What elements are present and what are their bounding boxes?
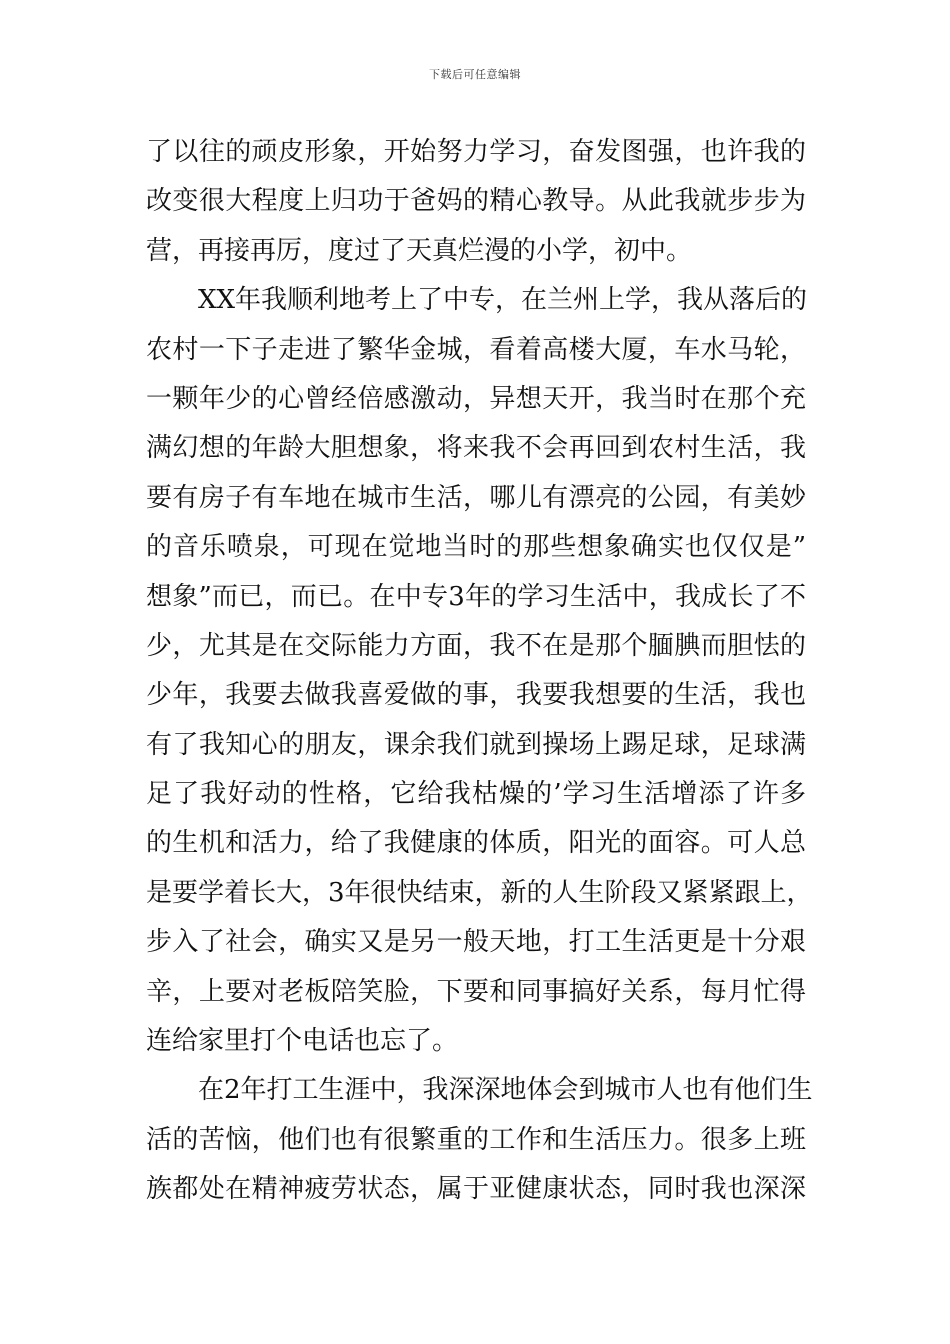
text-line: 足了我好动的性格，它给我枯燥的’学习生活增添了许多 <box>146 779 806 810</box>
text-line: 一颗年少的心曾经倍感激动，异想天开，我当时在那个充 <box>146 383 806 414</box>
text-line: 族都处在精神疲劳状态，属于亚健康状态，同时我也深深 <box>146 1174 806 1205</box>
text-line: 改变很大程度上归功于爸妈的精心教导。从此我就步步为 <box>146 186 806 217</box>
text-line: 要有房子有车地在城市生活，哪儿有漂亮的公园，有美妙 <box>146 482 806 513</box>
text-line: 农村一下子走进了繁华金城，看着高楼大厦，车水马轮， <box>146 334 806 365</box>
body-text <box>146 128 813 1215</box>
text-line: 有了我知心的朋友，课余我们就到操场上踢足球，足球满 <box>146 729 806 760</box>
text-line: 满幻想的年龄大胆想象，将来我不会再回到农村生活，我 <box>146 433 806 464</box>
paragraph-start-line: XX年我顺利地考上了中专，在兰州上学，我从落后的 <box>198 285 808 316</box>
text-line: 辛，上要对老板陪笑脸，下要和同事搞好关系，每月忙得 <box>146 976 806 1007</box>
text-line: 活的苦恼，他们也有很繁重的工作和生活压力。很多上班 <box>146 1124 806 1155</box>
text-line: 步入了社会，确实又是另一般天地，打工生活更是十分艰 <box>146 927 806 958</box>
text-line: 想象”而已，而已。在中专3年的学习生活中，我成长了不 <box>146 581 806 612</box>
text-line: 是要学着长大，3年很快结束，新的人生阶段又紧紧跟上， <box>146 877 813 908</box>
paragraph-start-line: 在2年打工生涯中，我深深地体会到城市人也有他们生 <box>198 1075 813 1106</box>
text-line: 的生机和活力，给了我健康的体质，阳光的面容。可人总 <box>146 828 806 859</box>
text-line: 少年，我要去做我喜爱做的事，我要我想要的生活，我也 <box>146 680 806 711</box>
text-line: 营，再接再厉，度过了天真烂漫的小学，初中。 <box>146 235 693 266</box>
text-line: 连给家里打个电话也忘了。 <box>146 1026 459 1057</box>
header-note: 下载后可任意编辑 <box>429 68 521 81</box>
text-line: 了以往的顽皮形象，开始努力学习，奋发图强，也许我的 <box>146 137 806 167</box>
text-line: 的音乐喷泉，可现在觉地当时的那些想象确实也仅仅是” <box>146 532 806 563</box>
text-line: 少，尤其是在交际能力方面，我不在是那个腼腆而胆怯的 <box>146 630 806 661</box>
